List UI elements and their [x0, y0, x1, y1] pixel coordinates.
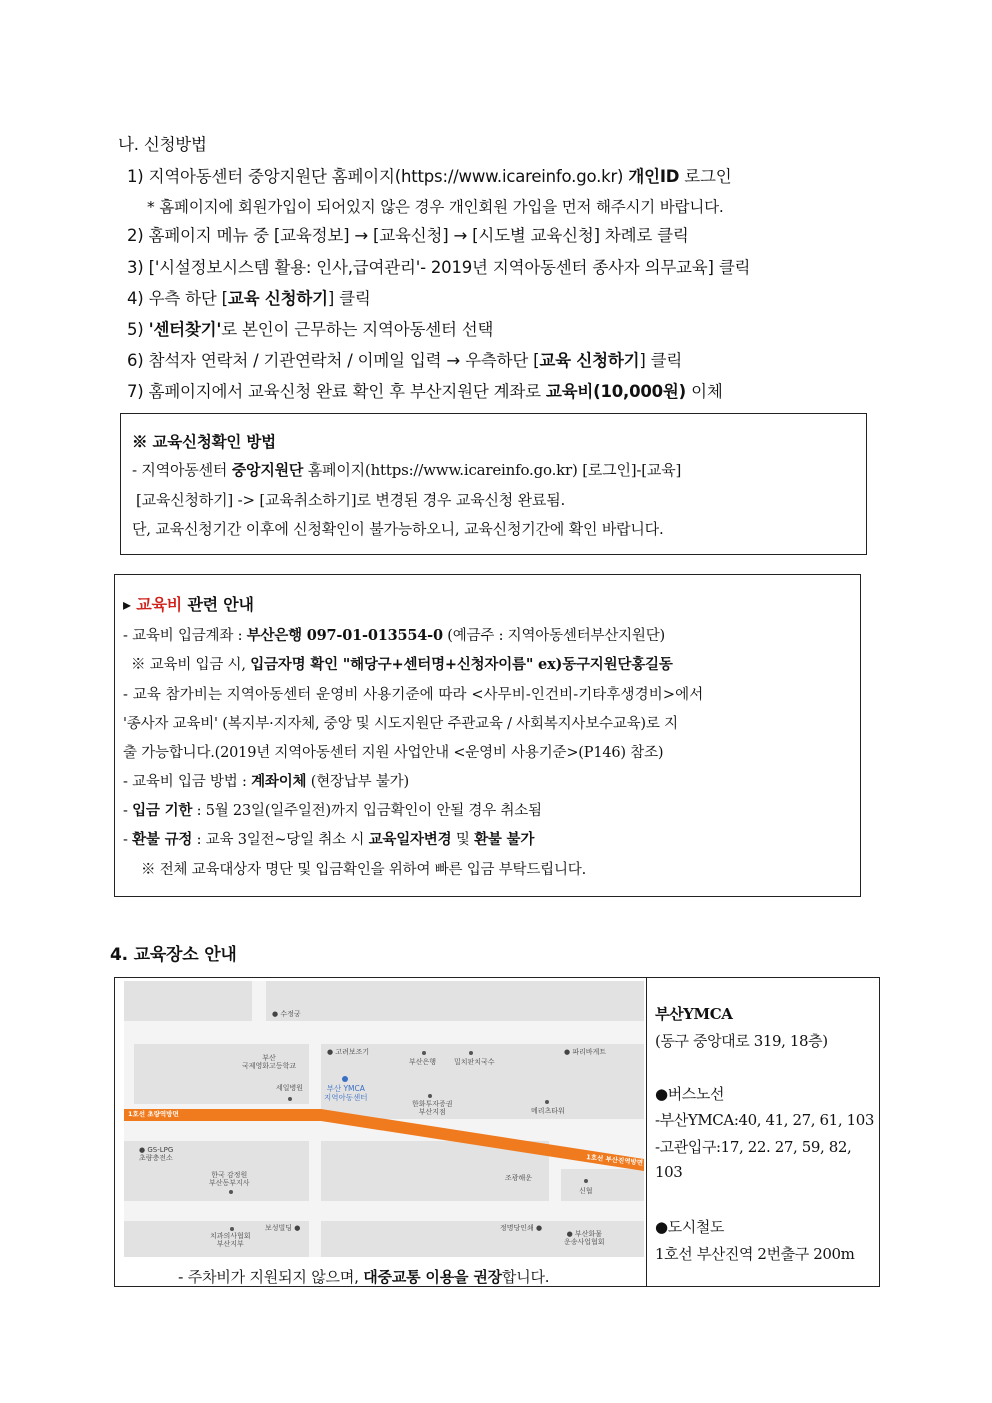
confirm-line-2: [교육신청하기] -> [교육취소하기]로 변경된 경우 교육신청 완료됨. — [136, 491, 566, 509]
fee-usage-3: 출 가능합니다.(2019년 지역아동센터 지원 사업안내 <운영비 사용기준>(P146) 참조) — [123, 745, 664, 761]
bus-route-3: 103 — [655, 1163, 683, 1181]
fee-payment-method: - 교육비 입금 방법 : 계좌이체 (현장납부 불가) — [123, 773, 409, 790]
map-label-gs: ● GS-LPG 초량충전소 — [139, 1146, 174, 1163]
confirm-line-1: - 지역아동센터 중앙지원단 홈페이지(https://www.icareinfo.go.kr) [로그인]-[교육] — [132, 461, 682, 479]
confirm-box — [120, 413, 867, 555]
map-label-kappraisal: 한국 감정원 부산동부지사 — [209, 1171, 250, 1188]
venue-heading: 4. 교육장소 안내 — [110, 945, 237, 965]
map-label-dental: 치과의사협회 부산지부 — [210, 1232, 251, 1249]
subway-route-line — [124, 981, 644, 1257]
step-1: 1) 지역아동센터 중앙지원단 홈페이지(https://www.icareinfo.go.kr) 개인ID 로그인 — [127, 167, 732, 186]
signup-note: * 홈페이지에 회원가입이 되어있지 않은 경우 개인회원 가입을 먼저 해주시기 바랍니다. — [147, 198, 724, 216]
bus-title: ●버스노선 — [655, 1085, 725, 1103]
map-label-cargo: ● 부산화물 운송사업협회 — [564, 1230, 605, 1247]
fee-title: ▸ 교육비 관련 안내 — [123, 595, 254, 614]
confirm-title: ※ 교육신청확인 방법 — [132, 432, 276, 451]
section-heading-apply: 나. 신청방법 — [118, 135, 207, 154]
map-label-merits: 메리츠타워 — [531, 1107, 565, 1115]
subway-info: 1호선 부산진역 2번출구 200m — [655, 1245, 855, 1263]
ymca-marker-icon — [342, 1076, 348, 1082]
map-label-suseonggung: ● 수정궁 — [272, 1010, 301, 1018]
step-3: 3) ['시설정보시스템 활용: 인사,급여관리'- 2019년 지역아동센터 종사자 의무교육] 클릭 — [127, 258, 751, 277]
map-label-shinhyup: 신협 — [579, 1187, 593, 1195]
bus-route-1: -부산YMCA:40, 41, 27, 61, 103 — [655, 1111, 874, 1129]
fee-request-note: ※ 전체 교육대상자 명단 및 입금확인을 위하여 빠른 입금 부탁드립니다. — [141, 862, 586, 878]
venue-map — [124, 981, 644, 1257]
map-label-jeongmyeong: 정명당인쇄 ● — [500, 1224, 543, 1232]
step-6: 6) 참석자 연락처 / 기관연락처 / 이메일 입력 → 우측하단 [교육 신청하기] 클릭 — [127, 351, 683, 370]
fee-box — [114, 574, 861, 897]
map-label-noodle: 밀치판치국수 — [454, 1058, 495, 1066]
venue-address: (동구 중앙대로 319, 18층) — [655, 1032, 828, 1050]
fee-usage-1: - 교육 참가비는 지역아동센터 운영비 사용기준에 따라 <사무비-인건비-기타후생경비>에서 — [123, 687, 704, 703]
fee-refund: - 환불 규정 : 교육 3일전~당일 취소 시 교육일자변경 및 환불 불가 — [123, 831, 535, 848]
map-label-line1-right: 1호선 부산진역방면 — [585, 1153, 644, 1167]
map-label-jogwang: 조광해운 — [505, 1174, 533, 1182]
subway-title: ●도시철도 — [655, 1218, 725, 1236]
map-label-seil: 세일병원 — [276, 1084, 304, 1092]
venue-name: 부산YMCA — [655, 1005, 733, 1023]
step-4: 4) 우측 하단 [교육 신청하기] 클릭 — [127, 289, 371, 308]
map-label-hanhwa: 한화투자증권 부산지점 — [412, 1100, 453, 1117]
map-caption: - 주차비가 지원되지 않으며, 대중교통 이용을 권장합니다. — [178, 1268, 550, 1286]
fee-depositor-name: ※ 교육비 입금 시, 입금자명 확인 "해당구+센터명+신청자이름" ex)동구지원단홍길동 — [131, 656, 673, 673]
map-label-boseong: 보성빌딩 ● — [265, 1224, 301, 1232]
bus-route-2: -고관입구:17, 22. 27, 59, 82, — [655, 1138, 852, 1156]
map-label-school: 부산 국제영화고등학교 — [242, 1054, 297, 1071]
confirm-line-3: 단, 교육신청기간 이후에 신청확인이 불가능하오니, 교육신청기간에 확인 바랍니다. — [132, 520, 664, 538]
fee-deadline: - 입금 기한 : 5월 23일(일주일전)까지 입금확인이 안될 경우 취소됨 — [123, 802, 542, 819]
step-5: 5) '센터찾기'로 본인이 근무하는 지역아동센터 선택 — [127, 320, 494, 339]
fee-account: - 교육비 입금계좌 : 부산은행 097-01-013554-0 (예금주 : 지역아동센터부산지원단) — [123, 627, 665, 644]
map-label-bsbank: 부산은행 — [409, 1058, 437, 1066]
step-7: 7) 홈페이지에서 교육신청 완료 확인 후 부산지원단 계좌로 교육비(10,000원) 이체 — [127, 382, 723, 401]
map-label-goryeo: ● 고려보조기 — [327, 1048, 370, 1056]
venue-table — [114, 977, 880, 1287]
step-2: 2) 홈페이지 메뉴 중 [교육정보] → [교육신청] → [시도별 교육신청] 차례로 클릭 — [127, 226, 689, 245]
map-label-ymca: 부산 YMCA 지역아동센터 — [324, 1084, 368, 1102]
map-label-line1-left: 1호선 초량역방면 — [128, 1110, 179, 1118]
map-label-paris: ● 파리바게트 — [564, 1048, 607, 1056]
fee-usage-2: '종사자 교육비' (복지부·지자체, 중앙 및 시도지원단 주관교육 / 사회복지사보수교육)로 지 — [123, 716, 678, 732]
